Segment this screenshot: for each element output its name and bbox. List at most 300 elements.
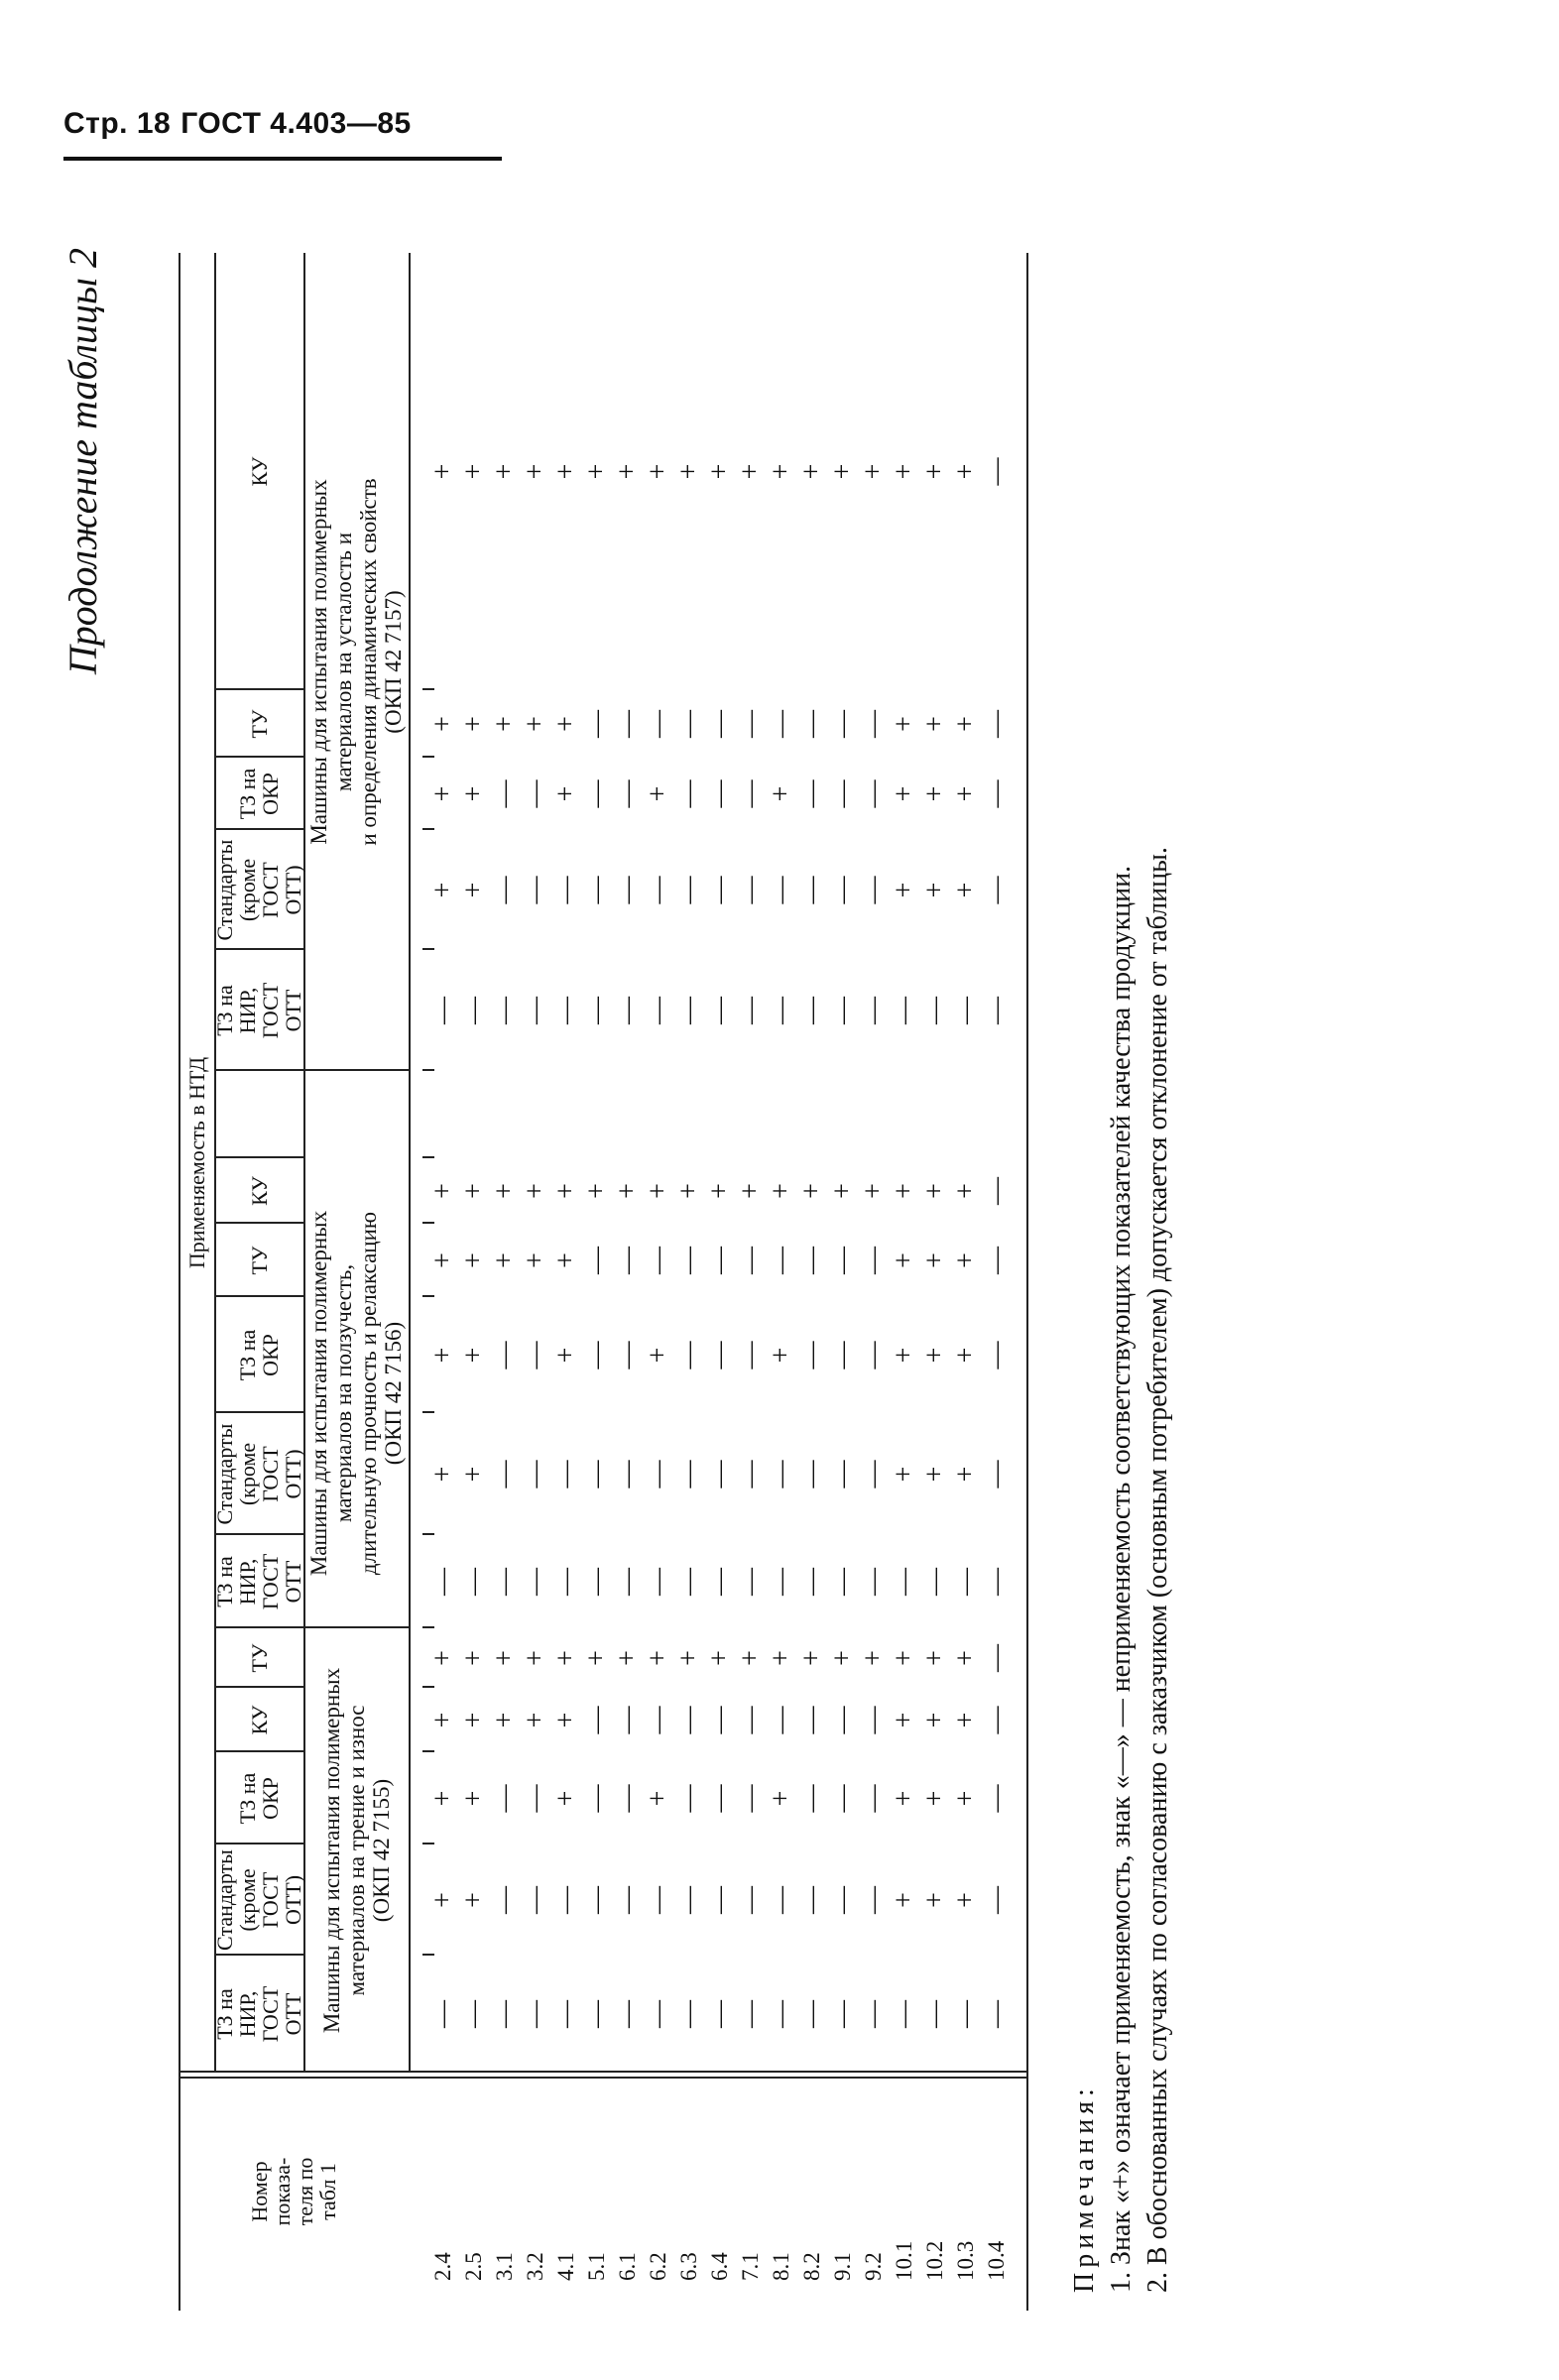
subheader-3-4: ТУ [246, 709, 272, 739]
applicable-mark: + [889, 1892, 919, 1908]
applicable-mark: + [520, 1650, 550, 1666]
note-1: 1. Знак «+» означает применяемость, знак «—» — неприменяемость соответствующих показателей качества продукции. [1106, 865, 1137, 2293]
not-applicable-mark: — [643, 1886, 673, 1914]
not-applicable-mark: — [489, 997, 520, 1024]
applicable-mark: + [643, 785, 673, 802]
not-applicable-mark: — [796, 2000, 827, 2028]
note-2: 2. В обоснованных случаях по согласованию с заказчиком (основным потребителем) допускается отклонение от таблицы. [1142, 847, 1173, 2293]
applicable-mark: + [950, 716, 981, 732]
not-applicable-mark: — [858, 2000, 889, 2028]
not-applicable-mark: — [612, 1247, 643, 1274]
applicable-mark: + [581, 463, 612, 480]
not-applicable-mark: — [643, 1460, 673, 1488]
row-label: 2.4 [430, 2252, 455, 2281]
applicable-mark: + [520, 1183, 550, 1199]
not-applicable-mark: — [858, 1784, 889, 1813]
not-applicable-mark: — [919, 1568, 950, 1596]
not-applicable-mark: — [673, 1568, 704, 1596]
not-applicable-mark: — [673, 1886, 704, 1914]
not-applicable-mark: — [796, 1568, 827, 1596]
applicable-mark: + [427, 1183, 458, 1199]
not-applicable-mark: — [796, 1247, 827, 1274]
applicable-mark: + [643, 1650, 673, 1666]
data-column-tick [422, 1626, 434, 1628]
not-applicable-mark: — [827, 779, 858, 808]
not-applicable-mark: — [858, 1247, 889, 1274]
applicable-mark: + [950, 1650, 981, 1666]
applicable-mark: + [766, 1650, 796, 1666]
applicable-mark: + [919, 1712, 950, 1728]
applicability-header: Применяемость в НТД [183, 1056, 209, 1269]
not-applicable-mark: — [704, 876, 735, 904]
applicable-mark: + [427, 1252, 458, 1268]
applicable-mark: + [796, 463, 827, 480]
page-number: Стр. 18 [63, 107, 172, 140]
not-applicable-mark: — [704, 1886, 735, 1914]
applicable-mark: + [550, 1712, 581, 1728]
data-column-tick [422, 688, 434, 690]
subheader-2-5: КУ [246, 1176, 272, 1206]
applicable-mark: + [550, 1650, 581, 1666]
applicable-mark: + [427, 1650, 458, 1666]
row-label: 5.1 [584, 2252, 609, 2281]
applicable-mark: + [489, 1650, 520, 1666]
not-applicable-mark: — [858, 710, 889, 738]
applicable-mark: + [704, 1650, 735, 1666]
not-applicable-mark: — [673, 1341, 704, 1369]
not-applicable-mark: — [766, 997, 796, 1024]
subheader-2-2: Стандарты (кроме ГОСТ ОТТ) [212, 1423, 305, 1525]
applicable-mark: + [827, 1650, 858, 1666]
not-applicable-mark: — [827, 1341, 858, 1369]
applicable-mark: + [643, 1183, 673, 1199]
applicable-mark: + [889, 785, 919, 802]
not-applicable-mark: — [612, 1341, 643, 1369]
applicable-mark: + [889, 716, 919, 732]
not-applicable-mark: — [612, 997, 643, 1024]
not-applicable-mark: — [827, 997, 858, 1024]
applicable-mark: + [643, 1790, 673, 1807]
applicable-mark: + [950, 1347, 981, 1364]
not-applicable-mark: — [612, 1568, 643, 1596]
subheader-3-5: КУ [246, 456, 272, 487]
page-header [63, 107, 412, 141]
subheader-3-3: ТЗ на ОКР [235, 768, 283, 820]
applicable-mark: + [950, 463, 981, 480]
not-applicable-mark: — [673, 2000, 704, 2028]
not-applicable-mark: — [796, 1341, 827, 1369]
data-column-tick [422, 756, 434, 758]
applicable-mark: + [950, 1712, 981, 1728]
subheader-1-1: ТЗ на НИР, ГОСТ ОТТ [212, 1985, 305, 2043]
not-applicable-mark: — [704, 1568, 735, 1596]
applicable-mark: + [427, 785, 458, 802]
applicable-mark: + [550, 1183, 581, 1199]
not-applicable-mark: — [827, 1784, 858, 1813]
not-applicable-mark: — [520, 1784, 550, 1813]
not-applicable-mark: — [643, 1247, 673, 1274]
applicable-mark: + [950, 882, 981, 898]
group-title-2: Машины для испытания полимерных материалов на ползучесть, длительную прочность и релаксацию (ОКП 42 7156) [306, 1210, 406, 1577]
row-label: 7.1 [738, 2252, 763, 2281]
applicable-mark: + [612, 1183, 643, 1199]
not-applicable-mark: — [950, 997, 981, 1024]
not-applicable-mark: — [735, 1247, 766, 1274]
group-title-1: Машины для испытания полимерных материалов на трение и износ (ОКП 42 7155) [318, 1667, 394, 2034]
row-label: 10.4 [984, 2240, 1009, 2281]
not-applicable-mark: — [427, 997, 458, 1024]
applicable-mark: + [919, 1892, 950, 1908]
applicable-mark: + [673, 1183, 704, 1199]
not-applicable-mark: — [581, 2000, 612, 2028]
not-applicable-mark: — [643, 876, 673, 904]
row-label: 4.1 [553, 2252, 578, 2281]
not-applicable-mark: — [550, 1460, 581, 1488]
applicable-mark: + [643, 1347, 673, 1364]
applicable-mark: + [889, 1466, 919, 1483]
applicable-mark: + [520, 1252, 550, 1268]
applicable-mark: + [489, 1712, 520, 1728]
not-applicable-mark: — [704, 997, 735, 1024]
applicable-mark: + [950, 785, 981, 802]
not-applicable-mark: — [581, 1784, 612, 1813]
applicable-mark: + [427, 1347, 458, 1364]
data-column-tick [422, 1295, 434, 1297]
not-applicable-mark: — [489, 1460, 520, 1488]
not-applicable-mark: — [489, 2000, 520, 2028]
subheader-3-1: ТЗ на НИР, ГОСТ ОТТ [212, 982, 305, 1039]
applicable-mark: + [704, 1183, 735, 1199]
not-applicable-mark: — [489, 1784, 520, 1813]
not-applicable-mark: — [981, 997, 1012, 1024]
not-applicable-mark: — [796, 1784, 827, 1813]
applicable-mark: + [427, 1790, 458, 1807]
applicable-mark: + [919, 1183, 950, 1199]
not-applicable-mark: — [766, 876, 796, 904]
not-applicable-mark: — [673, 997, 704, 1024]
not-applicable-mark: — [520, 2000, 550, 2028]
not-applicable-mark: — [766, 1460, 796, 1488]
notes [1066, 270, 1176, 2293]
not-applicable-mark: — [766, 1247, 796, 1274]
applicable-mark: + [427, 716, 458, 732]
not-applicable-mark: — [489, 779, 520, 808]
number-column-header: Номер показа- теля по табл 1 [247, 2157, 340, 2226]
applicable-mark: + [458, 882, 489, 898]
not-applicable-mark: — [735, 2000, 766, 2028]
applicable-mark: + [919, 463, 950, 480]
applicable-mark: + [919, 1650, 950, 1666]
not-applicable-mark: — [766, 1886, 796, 1914]
not-applicable-mark: — [796, 779, 827, 808]
applicable-mark: + [550, 716, 581, 732]
subheader-1-4: КУ [246, 1705, 272, 1735]
data-column-tick [422, 1222, 434, 1224]
not-applicable-mark: — [427, 2000, 458, 2028]
applicable-mark: + [858, 1650, 889, 1666]
group-title-3: Машины для испытания полимерных материалов на усталость и и определения динамических свойств (ОКП 42 7157) [306, 478, 406, 846]
not-applicable-mark: — [704, 1341, 735, 1369]
not-applicable-mark: — [919, 2000, 950, 2028]
applicable-mark: + [919, 785, 950, 802]
applicable-mark: + [458, 1347, 489, 1364]
applicable-mark: + [427, 1466, 458, 1483]
applicable-mark: + [550, 785, 581, 802]
not-applicable-mark: — [612, 1706, 643, 1734]
row-label: 6.3 [676, 2252, 701, 2281]
applicable-mark: + [581, 1183, 612, 1199]
not-applicable-mark: — [581, 1247, 612, 1274]
not-applicable-mark: — [735, 710, 766, 738]
not-applicable-mark: — [981, 1341, 1012, 1369]
not-applicable-mark: — [550, 2000, 581, 2028]
applicable-mark: + [889, 1183, 919, 1199]
applicable-mark: + [950, 1892, 981, 1908]
not-applicable-mark: — [520, 997, 550, 1024]
not-applicable-mark: — [673, 779, 704, 808]
applicable-mark: + [889, 463, 919, 480]
applicable-mark: + [427, 1892, 458, 1908]
not-applicable-mark: — [458, 2000, 489, 2028]
row-label: 10.1 [892, 2240, 916, 2281]
not-applicable-mark: — [673, 1247, 704, 1274]
applicable-mark: + [796, 1183, 827, 1199]
not-applicable-mark: — [612, 779, 643, 808]
applicable-mark: + [950, 1183, 981, 1199]
not-applicable-mark: — [735, 779, 766, 808]
applicable-mark: + [735, 1650, 766, 1666]
not-applicable-mark: — [643, 1706, 673, 1734]
not-applicable-mark: — [673, 1460, 704, 1488]
subheader-3-2: Стандарты (кроме ГОСТ ОТТ) [212, 839, 305, 941]
not-applicable-mark: — [919, 997, 950, 1024]
row-label: 8.2 [799, 2252, 824, 2281]
not-applicable-mark: — [796, 997, 827, 1024]
subheader-2-3: ТЗ на ОКР [235, 1329, 283, 1381]
applicable-mark: + [520, 463, 550, 480]
not-applicable-mark: — [643, 2000, 673, 2028]
data-column-tick [422, 828, 434, 830]
applicable-mark: + [919, 882, 950, 898]
not-applicable-mark: — [950, 2000, 981, 2028]
not-applicable-mark: — [704, 1460, 735, 1488]
not-applicable-mark: — [581, 1886, 612, 1914]
applicable-mark: + [427, 1712, 458, 1728]
applicable-mark: + [673, 463, 704, 480]
applicable-mark: + [766, 1790, 796, 1807]
applicable-mark: + [458, 1466, 489, 1483]
not-applicable-mark: — [858, 997, 889, 1024]
applicable-mark: + [427, 463, 458, 480]
applicable-mark: + [919, 716, 950, 732]
not-applicable-mark: — [489, 876, 520, 904]
not-applicable-mark: — [981, 1644, 1012, 1672]
not-applicable-mark: — [827, 1706, 858, 1734]
row-label: 10.2 [922, 2240, 947, 2281]
applicable-mark: + [827, 1183, 858, 1199]
not-applicable-mark: — [673, 876, 704, 904]
not-applicable-mark: — [581, 1460, 612, 1488]
row-label: 8.1 [769, 2252, 793, 2281]
not-applicable-mark: — [827, 1460, 858, 1488]
subheader-2-1: ТЗ на НИР, ГОСТ ОТТ [212, 1553, 305, 1610]
not-applicable-mark: — [735, 1886, 766, 1914]
data-column-tick [422, 1843, 434, 1844]
standard-designation: ГОСТ 4.403—85 [180, 107, 412, 140]
not-applicable-mark: — [827, 2000, 858, 2028]
not-applicable-mark: — [427, 1568, 458, 1596]
not-applicable-mark: — [489, 1341, 520, 1369]
data-column-tick [422, 1069, 434, 1071]
applicable-mark: + [735, 1183, 766, 1199]
applicable-mark: + [766, 785, 796, 802]
not-applicable-mark: — [981, 1706, 1012, 1734]
not-applicable-mark: — [581, 1706, 612, 1734]
row-label: 9.2 [861, 2252, 886, 2281]
not-applicable-mark: — [550, 997, 581, 1024]
not-applicable-mark: — [520, 779, 550, 808]
data-column-tick [422, 1156, 434, 1158]
not-applicable-mark: — [796, 710, 827, 738]
not-applicable-mark: — [520, 1886, 550, 1914]
applicable-mark: + [520, 1712, 550, 1728]
not-applicable-mark: — [981, 876, 1012, 904]
data-column-tick [422, 1954, 434, 1956]
not-applicable-mark: — [489, 1886, 520, 1914]
not-applicable-mark: — [766, 2000, 796, 2028]
table-bottom-rule [1026, 253, 1028, 2311]
applicable-mark: + [673, 1650, 704, 1666]
header-rule [63, 157, 502, 161]
applicable-mark: + [735, 463, 766, 480]
applicable-mark: + [766, 1347, 796, 1364]
applicable-mark: + [458, 1252, 489, 1268]
not-applicable-mark: — [489, 1568, 520, 1596]
not-applicable-mark: — [889, 2000, 919, 2028]
applicable-mark: + [550, 1790, 581, 1807]
applicable-mark: + [858, 1183, 889, 1199]
not-applicable-mark: — [520, 1460, 550, 1488]
applicable-mark: + [919, 1790, 950, 1807]
not-applicable-mark: — [981, 710, 1012, 738]
not-applicable-mark: — [612, 1886, 643, 1914]
applicable-mark: + [889, 882, 919, 898]
not-applicable-mark: — [581, 710, 612, 738]
not-applicable-mark: — [766, 1706, 796, 1734]
not-applicable-mark: — [520, 1341, 550, 1369]
not-applicable-mark: — [612, 1460, 643, 1488]
not-applicable-mark: — [735, 1568, 766, 1596]
not-applicable-mark: — [581, 779, 612, 808]
not-applicable-mark: — [858, 1706, 889, 1734]
applicable-mark: + [550, 1347, 581, 1364]
not-applicable-mark: — [735, 1784, 766, 1813]
not-applicable-mark: — [981, 1784, 1012, 1813]
not-applicable-mark: — [581, 997, 612, 1024]
applicable-mark: + [489, 1252, 520, 1268]
not-applicable-mark: — [796, 1706, 827, 1734]
applicable-mark: + [858, 463, 889, 480]
applicable-mark: + [458, 1892, 489, 1908]
row-label: 3.1 [492, 2252, 517, 2281]
data-column-tick [422, 1750, 434, 1752]
not-applicable-mark: — [981, 1568, 1012, 1596]
applicable-mark: + [827, 463, 858, 480]
data-column-tick [422, 1533, 434, 1535]
not-applicable-mark: — [827, 876, 858, 904]
not-applicable-mark: — [520, 876, 550, 904]
not-applicable-mark: — [981, 1460, 1012, 1488]
data-column-tick [422, 1686, 434, 1688]
not-applicable-mark: — [458, 997, 489, 1024]
not-applicable-mark: — [673, 1784, 704, 1813]
applicable-mark: + [458, 716, 489, 732]
not-applicable-mark: — [704, 1784, 735, 1813]
not-applicable-mark: — [981, 1177, 1012, 1205]
not-applicable-mark: — [766, 1568, 796, 1596]
not-applicable-mark: — [981, 779, 1012, 808]
not-applicable-mark: — [704, 779, 735, 808]
applicable-mark: + [766, 463, 796, 480]
applicable-mark: + [458, 1183, 489, 1199]
not-applicable-mark: — [704, 2000, 735, 2028]
not-applicable-mark: — [643, 1568, 673, 1596]
applicable-mark: + [889, 1790, 919, 1807]
rotated-table-block [60, 248, 1250, 2311]
not-applicable-mark: — [858, 1341, 889, 1369]
not-applicable-mark: — [981, 1247, 1012, 1274]
not-applicable-mark: — [612, 876, 643, 904]
subheader-1-5: ТУ [246, 1643, 272, 1673]
row-label: 3.2 [523, 2252, 547, 2281]
not-applicable-mark: — [643, 997, 673, 1024]
applicable-mark: + [950, 1466, 981, 1483]
not-applicable-mark: — [704, 710, 735, 738]
applicable-mark: + [458, 1712, 489, 1728]
row-label: 6.1 [615, 2252, 640, 2281]
not-applicable-mark: — [704, 1247, 735, 1274]
data-column-tick [422, 948, 434, 950]
data-column-tick [422, 1411, 434, 1413]
not-applicable-mark: — [550, 1886, 581, 1914]
not-applicable-mark: — [735, 997, 766, 1024]
not-applicable-mark: — [673, 710, 704, 738]
applicable-mark: + [489, 716, 520, 732]
not-applicable-mark: — [735, 1706, 766, 1734]
not-applicable-mark: — [981, 457, 1012, 486]
not-applicable-mark: — [858, 876, 889, 904]
subheader-1-3: ТЗ на ОКР [235, 1772, 283, 1825]
applicable-mark: + [612, 1650, 643, 1666]
table-caption: Продолжение таблицы 2 [60, 248, 105, 675]
applicable-mark: + [919, 1347, 950, 1364]
applicable-mark: + [919, 1252, 950, 1268]
applicable-mark: + [796, 1650, 827, 1666]
row-label: 6.4 [707, 2252, 732, 2281]
not-applicable-mark: — [858, 1460, 889, 1488]
applicable-mark: + [950, 1252, 981, 1268]
not-applicable-mark: — [827, 1247, 858, 1274]
row-label: 9.1 [830, 2252, 855, 2281]
applicable-mark: + [581, 1650, 612, 1666]
applicable-mark: + [612, 463, 643, 480]
not-applicable-mark: — [581, 1568, 612, 1596]
applicable-mark: + [458, 1790, 489, 1807]
applicable-mark: + [889, 1650, 919, 1666]
not-applicable-mark: — [735, 1460, 766, 1488]
not-applicable-mark: — [796, 1886, 827, 1914]
not-applicable-mark: — [550, 876, 581, 904]
